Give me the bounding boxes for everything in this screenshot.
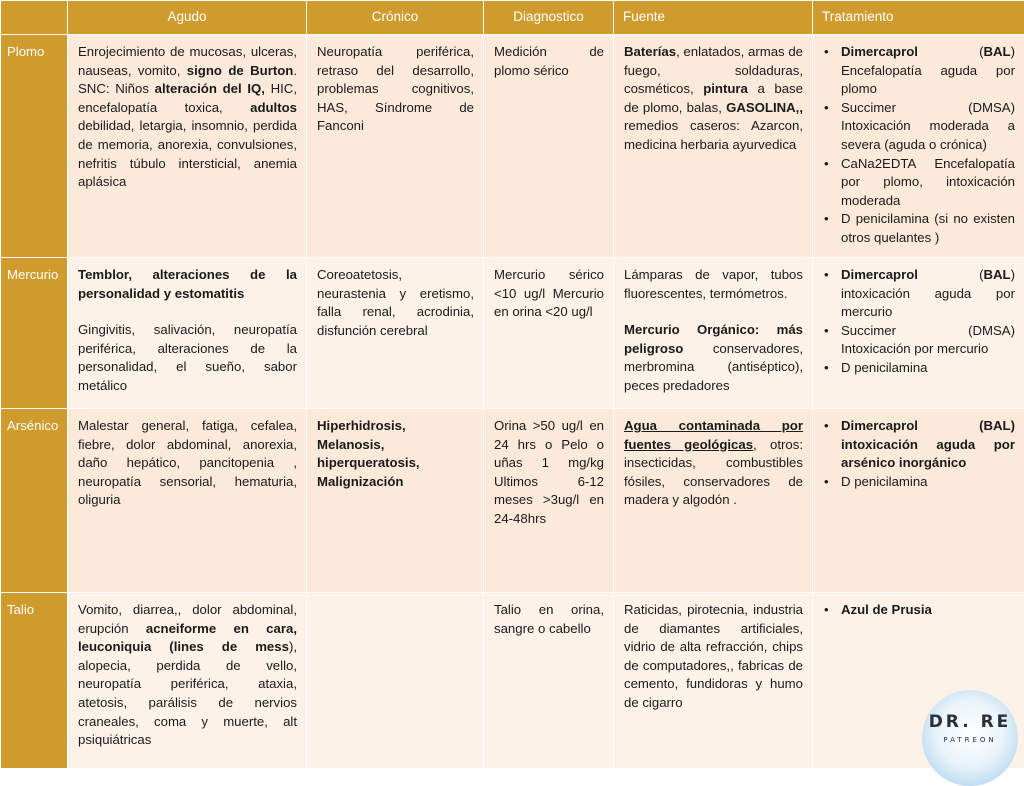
header-cronico: Crónico — [307, 1, 484, 35]
treatment-list — [823, 266, 1015, 378]
text-run: Dimercaprol — [841, 267, 918, 282]
text-run — [918, 418, 979, 433]
treatment-item — [841, 155, 1015, 211]
row-label-plomo: Plomo — [1, 35, 68, 258]
cell-paragraph — [78, 43, 297, 192]
treatment-list — [823, 601, 1015, 620]
treatment-item — [841, 417, 1015, 473]
cell-diagnostico — [484, 593, 614, 769]
text-run: Succimer (DMSA) Intoxicación por mercurio — [841, 322, 1015, 357]
text-run: SNC: Niños — [78, 81, 155, 97]
text-run: ( — [917, 44, 984, 59]
treatment-item — [841, 359, 1015, 378]
treatment-item — [841, 43, 1015, 99]
treatment-item — [841, 266, 1015, 322]
cell-diagnostico — [484, 409, 614, 593]
text-run: HIC, encefalopatía toxica, — [78, 81, 297, 115]
cell-paragraph — [78, 321, 297, 395]
treatment-item — [841, 601, 1015, 620]
text-run: D penicilamina (si no existen otros quelantes ) — [841, 211, 1015, 245]
text-run: Neuropatía periférica, retraso del desarrollo, problemas cognitivos, HAS, Síndrome de Fanconi — [317, 44, 474, 134]
cell-cronico — [307, 258, 484, 409]
cell-paragraph — [624, 601, 803, 713]
text-run: Lámparas de vapor, tubos fluorescentes, termómetros. — [624, 267, 803, 301]
header-corner — [1, 1, 68, 35]
cell-paragraph — [494, 417, 604, 529]
text-run: Coreoatetosis, neurastenia y eretismo, falla renal, acrodinia, disfunción cerebral — [317, 267, 474, 338]
cell-tratamiento — [813, 35, 1024, 258]
cell-paragraph — [624, 266, 803, 303]
text-run: , enlatados, armas de fuego, soldaduras, cosméticos, — [624, 44, 803, 97]
text-run: Enrojecimiento de mucosas, ulceras, nauseas, vomito, — [78, 44, 297, 78]
cell-tratamiento — [813, 258, 1024, 409]
treatment-item — [841, 99, 1015, 155]
text-run: Raticidas, pirotecnia, industria de diamantes artificiales, vidrio de alta refracción, chips de computadores,, fabricas de cemento, fundidoras y humo de cigarro — [624, 602, 803, 710]
text-run: acneiforme en cara, leuconiquia (lines de mess — [78, 620, 297, 655]
row-label-mercurio: Mercurio — [1, 258, 68, 409]
cell-paragraph — [624, 43, 803, 155]
text-run: ) intoxicación aguda por mercurio — [841, 267, 1015, 320]
text-run: Talio en orina, sangre o cabello — [494, 602, 604, 636]
cell-cronico — [307, 593, 484, 769]
text-run: Medición de plomo sérico — [494, 44, 604, 78]
text-run: Azul de Prusia — [841, 602, 932, 617]
cell-tratamiento — [813, 409, 1024, 593]
text-run: conservadores, merbromina (antiséptico), peces predadores — [624, 340, 803, 393]
text-run: remedios caseros: Azarcon, medicina herbaria ayurvedica — [624, 118, 803, 152]
text-run: Agua contaminada por fuentes geológicas — [624, 418, 803, 452]
text-run: Dimercaprol — [841, 44, 918, 59]
cell-paragraph — [317, 417, 474, 491]
text-run: pintura — [703, 81, 748, 97]
text-run: ) Encefalopatía aguda por plomo — [841, 44, 1015, 97]
cell-paragraph — [624, 417, 803, 510]
cell-agudo — [68, 593, 307, 769]
text-run: Temblor, alteraciones de la personalidad y estomatitis — [78, 267, 297, 301]
cell-cronico — [307, 409, 484, 593]
cell-fuente — [614, 258, 813, 409]
text-run: Orina >50 ug/l en 24 hrs o Pelo o uñas 1 mg/kg Ultimos 6-12 meses >3ug/l en 24-48hrs — [494, 418, 604, 526]
text-run: Succimer (DMSA) Intoxicación moderada a severa (aguda o crónica) — [841, 99, 1015, 152]
cell-diagnostico — [484, 258, 614, 409]
text-run: Hiperhidrosis, Melanosis, hiperqueratosis, Malignización — [317, 418, 420, 489]
treatment-item — [841, 210, 1015, 247]
cell-agudo — [68, 35, 307, 258]
header-agudo: Agudo — [68, 1, 307, 35]
logo-title: DR. RE — [928, 712, 1012, 732]
cell-paragraph — [494, 601, 604, 638]
cell-paragraph — [317, 43, 474, 136]
cell-fuente — [614, 409, 813, 593]
text-run: Malestar general, fatiga, cefalea, fiebre, dolor abdominal, anorexia, daño hepático, pancitopenia , neuropatía sensorial, hematuria, oliguria — [78, 418, 297, 508]
text-run: signo de Burton — [186, 62, 294, 78]
logo-subtitle: PATREON — [943, 736, 997, 744]
cell-diagnostico — [484, 35, 614, 258]
cell-agudo — [68, 409, 307, 593]
text-run: a base de plomo, balas, — [624, 81, 803, 115]
text-run: ), alopecia, perdida de vello, neuropatía periférica, ataxia, atetosis, parálisis de nervios craneales, coma y muerte, alt psiquiátricas — [78, 639, 297, 748]
row-label-talio: Talio — [1, 593, 68, 769]
text-run: (BAL) intoxicación aguda por arsénico inorgánico — [841, 418, 1015, 471]
text-run: GASOLINA,, — [726, 99, 803, 115]
cell-paragraph — [494, 266, 604, 322]
cell-paragraph — [78, 417, 297, 510]
cell-agudo — [68, 258, 307, 409]
text-run: Dimercaprol — [841, 418, 918, 433]
header-tratamiento: Tratamiento — [813, 1, 1024, 35]
cell-paragraph — [624, 321, 803, 395]
text-run: BAL — [983, 267, 1011, 282]
cell-paragraph — [317, 266, 474, 340]
cell-fuente — [614, 35, 813, 258]
treatment-list — [823, 43, 1015, 248]
cell-fuente — [614, 593, 813, 769]
text-run: Baterías — [624, 44, 677, 59]
text-run: Mercurio Orgánico: más peligroso — [624, 322, 803, 356]
text-run: . — [293, 62, 297, 78]
header-fuente: Fuente — [614, 1, 813, 35]
text-run: D penicilamina — [841, 473, 928, 489]
cell-paragraph — [78, 601, 297, 750]
cell-paragraph — [78, 266, 297, 303]
header-diagnostico: Diagnostico — [484, 1, 614, 35]
cell-cronico — [307, 35, 484, 258]
text-run: Gingivitis, salivación, neuropatía periférica, alteraciones de la personalidad, el sueño, sabor metálico — [78, 322, 297, 393]
treatment-item — [841, 473, 1015, 492]
row-label-arsénico: Arsénico — [1, 409, 68, 593]
text-run: ( — [917, 267, 984, 282]
treatment-list — [823, 417, 1015, 491]
text-run: D penicilamina — [841, 359, 928, 375]
text-run: BAL — [983, 44, 1011, 59]
text-run: Mercurio sérico <10 ug/l Mercurio en orina <20 ug/l — [494, 267, 604, 320]
text-run: alteración del IQ, — [154, 81, 265, 97]
dr-re-logo — [922, 690, 1018, 786]
text-run: debilidad, letargia, insomnio, perdida de memoria, anorexia, convulsiones, nefritis túbulo intersticial, anemia aplásica — [78, 118, 297, 190]
text-run: CaNa2EDTA Encefalopatía por plomo, intoxicación moderada — [841, 155, 1015, 208]
text-run: Vomito, diarrea,, dolor abdominal, erupción — [78, 602, 297, 636]
cell-paragraph — [494, 43, 604, 80]
treatment-item — [841, 322, 1015, 359]
text-run: , otros: insecticidas, combustibles fósiles, conservadores de madera y algodón . — [624, 436, 804, 508]
text-run: adultos — [250, 99, 297, 115]
